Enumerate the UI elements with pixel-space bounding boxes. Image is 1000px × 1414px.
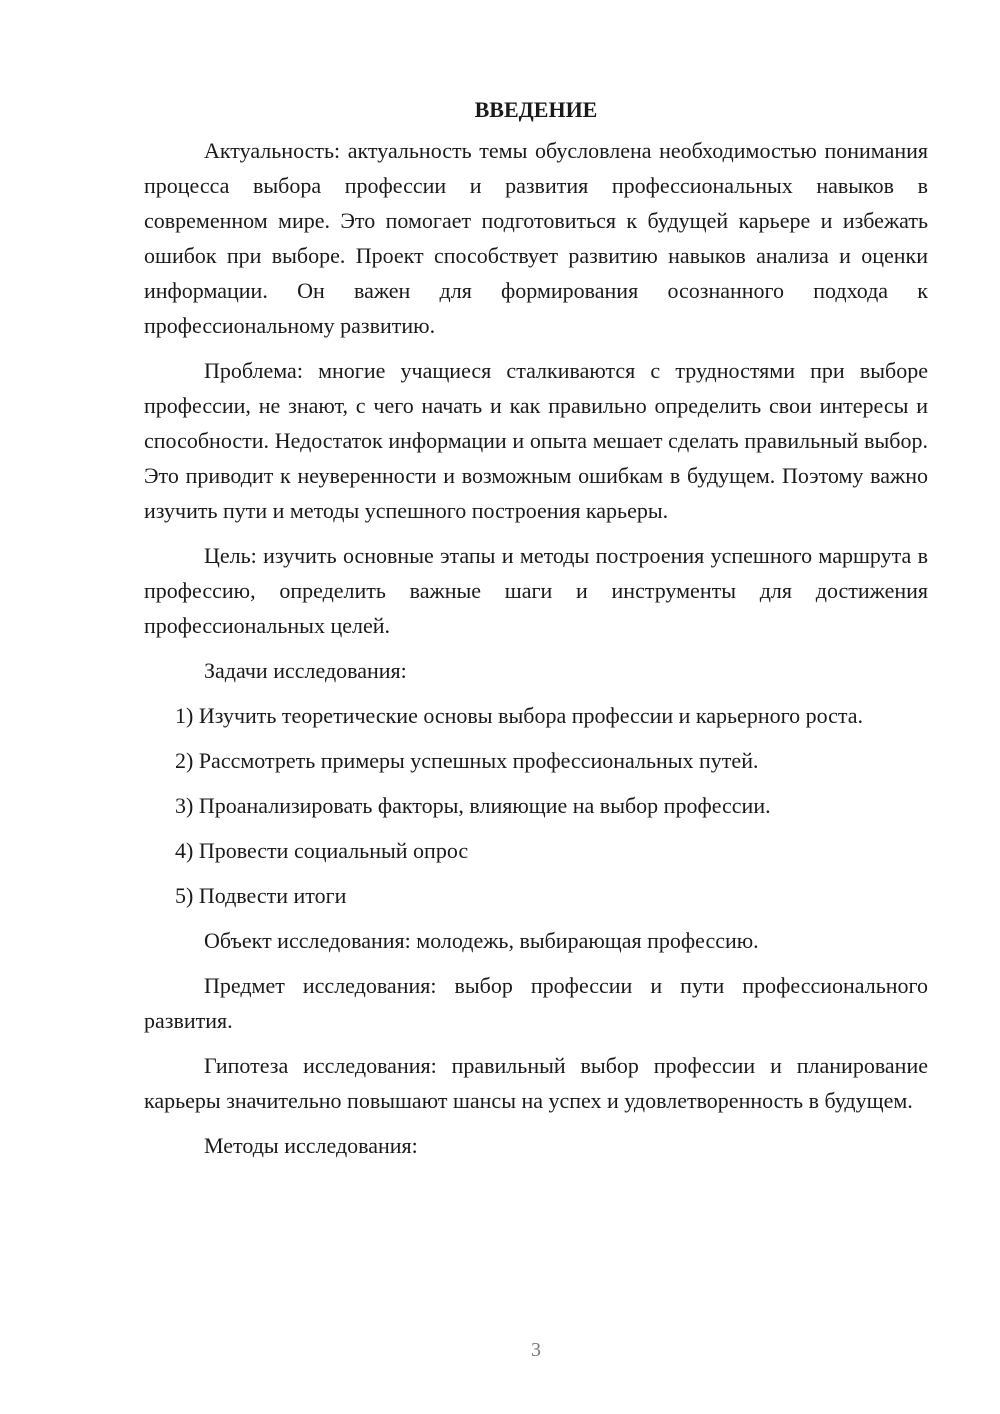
- relevance-paragraph: Актуальность: актуальность темы обусловлена необходимостью понимания процесса выбора профессии и развития профессиональных навыков в современном мире. Это помогает подготовиться к будущей карьере и избежать ошибок при выборе. Проект способствует развитию навыков анализа и оценки информации. Он важен для формирования осознанного подхода к профессиональному развитию.: [144, 138, 928, 338]
- methods-heading: Методы исследования:: [204, 1133, 418, 1158]
- problem-paragraph: Проблема: многие учащиеся сталкиваются с трудностями при выборе профессии, не знают, с чего начать и как правильно определить свои интересы и способности. Недостаток информации и опыта мешает сделать правильный выбор. Это приводит к неуверенности и возможным ошибкам в будущем. Поэтому важно изучить пути и методы успешного построения карьеры.: [144, 358, 928, 523]
- task-item-4: 4) Провести социальный опрос: [175, 838, 469, 863]
- section-title: ВВЕДЕНИЕ: [474, 97, 598, 122]
- hypothesis-paragraph: Гипотеза исследования: правильный выбор профессии и планирование карьеры значительно повышают шансы на успех и удовлетворенность в будущем.: [144, 1053, 928, 1113]
- tasks-heading: Задачи исследования:: [204, 658, 407, 683]
- page-content: [144, 92, 928, 1173]
- task-item-5: 5) Подвести итоги: [175, 883, 347, 908]
- task-item-3: 3) Проанализировать факторы, влияющие на выбор профессии.: [175, 793, 771, 818]
- page-number: 3: [531, 1339, 541, 1361]
- subject-paragraph: Предмет исследования: выбор профессии и пути профессионального развития.: [144, 973, 928, 1033]
- goal-paragraph: Цель: изучить основные этапы и методы построения успешного маршрута в профессию, определить важные шаги и инструменты для достижения профессиональных целей.: [144, 543, 928, 638]
- object-paragraph: Объект исследования: молодежь, выбирающая профессию.: [204, 928, 759, 953]
- task-item-2: 2) Рассмотреть примеры успешных профессиональных путей.: [175, 748, 759, 773]
- task-item-1: 1) Изучить теоретические основы выбора профессии и карьерного роста.: [175, 703, 864, 728]
